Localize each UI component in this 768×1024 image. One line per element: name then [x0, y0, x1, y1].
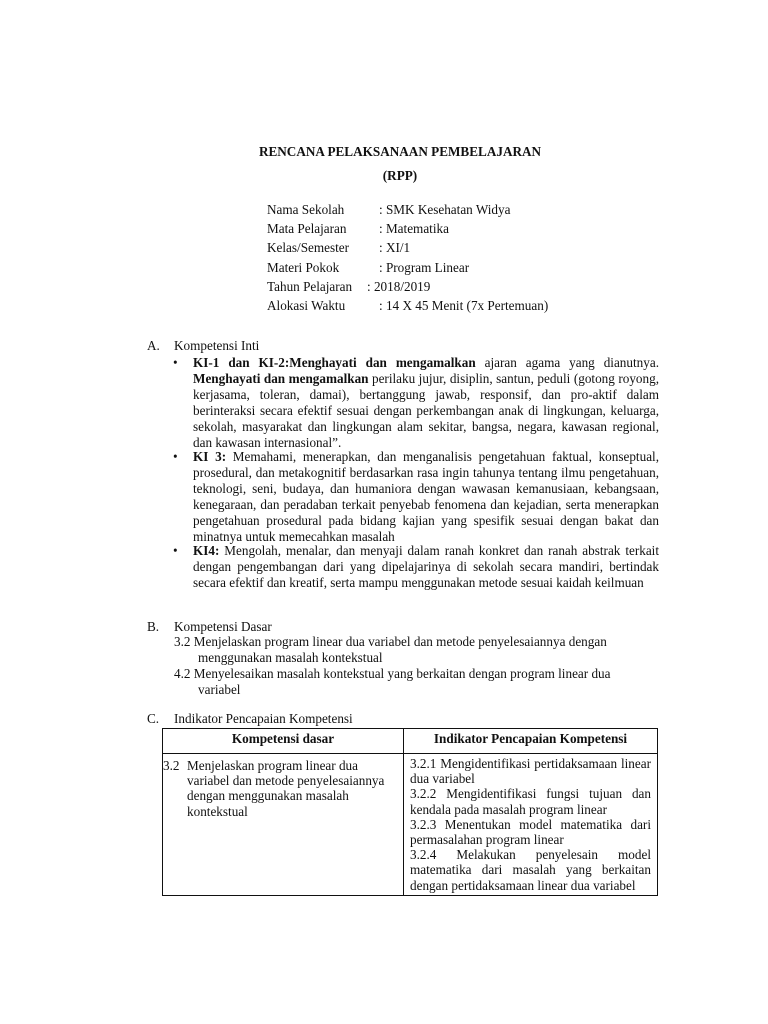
indicator-item: 3.2.4 Melakukan penyelesain model matematika dari masalah yang berkaitan dengan pertidaksamaan linear dua variabel	[410, 847, 651, 893]
table-header-kd: Kompetensi dasar	[163, 729, 404, 754]
ki-label: KI4:	[193, 543, 220, 558]
kd-cell	[163, 754, 404, 896]
kd-number: 3.2	[163, 758, 180, 773]
identity-row-class	[267, 238, 647, 258]
identity-value: : XI/1	[379, 240, 411, 255]
ki-item-3	[173, 449, 660, 545]
ki-item-1	[173, 355, 659, 451]
kd-line-2: variabel	[198, 682, 241, 697]
identity-value: : SMK Kesehatan Widya	[379, 202, 511, 217]
identity-row-time	[267, 296, 647, 316]
ki-text: ajaran agama yang dianutnya.	[475, 355, 659, 370]
ki-item-4	[173, 543, 659, 591]
section-b-heading	[147, 619, 272, 635]
table-row	[163, 754, 658, 896]
section-letter: C.	[147, 711, 160, 726]
identity-label: Tahun Pelajaran	[267, 279, 353, 294]
document-subtitle: (RPP)	[382, 168, 418, 183]
kd-line-1: 4.2 Menyelesaikan masalah kontekstual yang berkaitan dengan program linear dua	[174, 666, 611, 681]
identity-row-school	[267, 200, 647, 220]
identity-label: Nama Sekolah	[267, 202, 345, 217]
identity-label: Mata Pelajaran	[267, 221, 347, 236]
identity-label: Alokasi Waktu	[267, 298, 346, 313]
ki-label: KI 3:	[193, 449, 227, 464]
kd-cell-content	[163, 758, 397, 819]
ki-label-2: Menghayati dan mengamalkan	[193, 371, 369, 386]
kd-line-1: 3.2 Menjelaskan program linear dua variabel dan metode penyelesaiannya dengan	[174, 634, 607, 649]
identity-label: Kelas/Semester	[267, 240, 350, 255]
document-title: RENCANA PELAKSANAAN PEMBELAJARAN	[258, 144, 542, 159]
ki-text-2: perilaku jujur, disiplin, santun, peduli (gotong royong, kerjasama, toleran, damai), bertanggung jawab, responsif, dan pro-aktif dalam berinteraksi secara efektif sesuai dengan perkembangan anak di lingkungan, keluarga, sekolah, masyarakat dan lingkungan alam sekitar, bangsa, negara, kawasan regional, dan kawasan internasional”.	[193, 371, 659, 450]
bullet-icon: •	[173, 543, 178, 558]
identity-row-topic	[267, 258, 647, 278]
kd-item-3-2	[174, 634, 659, 666]
section-letter: B.	[147, 619, 160, 634]
kd-text: Menjelaskan program linear dua variabel dan metode penyelesaiannya dengan menggunakan masalah kontekstual	[187, 758, 385, 819]
section-title: Kompetensi Inti	[174, 338, 260, 353]
section-title: Indikator Pencapaian Kompetensi	[174, 711, 353, 726]
identity-value: : 2018/2019	[367, 279, 431, 294]
section-c-heading	[147, 711, 353, 727]
section-letter: A.	[147, 338, 160, 353]
indicator-item: 3.2.1 Mengidentifikasi pertidaksamaan linear dua variabel	[410, 756, 651, 787]
bullet-icon: •	[173, 355, 178, 370]
ki-text: Memahami, menerapkan, dan menganalisis pengetahuan faktual, konseptual, prosedural, dan metakognitif berdasarkan rasa ingin tahunya tentang ilmu pengetahuan, teknologi, seni, budaya, dan humaniora dengan wawasan kemanusiaan, kebangsaan, kenegaraan, dan peradaban terkait penyebab fenomena dan kejadian, serta menerapkan pengetahuan prosedural pada bidang kajian yang spesifik sesuai dengan bakat dan minatnya untuk memecahkan masalah	[193, 449, 660, 544]
table-header-row	[163, 729, 658, 754]
kd-line-2: menggunakan masalah kontekstual	[198, 650, 383, 665]
indicator-cell	[404, 754, 658, 896]
section-a-heading	[147, 338, 259, 354]
bullet-icon: •	[173, 449, 178, 464]
ki-label: KI-1 dan KI-2:Menghayati dan mengamalkan	[193, 355, 476, 370]
identity-value: : 14 X 45 Menit (7x Pertemuan)	[379, 298, 549, 313]
ki-text: Mengolah, menalar, dan menyaji dalam ranah konkret dan ranah abstrak terkait dengan pengembangan dari yang dipelajarinya di sekolah secara mandiri, bertindak secara efektif dan kreatif, serta mampu menggunakan metode sesuai kaidah keilmuan	[193, 543, 659, 590]
section-title: Kompetensi Dasar	[174, 619, 272, 634]
table-header-indicator: Indikator Pencapaian Kompetensi	[404, 729, 658, 754]
identity-label: Materi Pokok	[267, 260, 340, 275]
indicator-item: 3.2.2 Mengidentifikasi fungsi tujuan dan kendala pada masalah program linear	[410, 786, 651, 817]
identity-value: : Program Linear	[379, 260, 470, 275]
identity-row-subject	[267, 219, 647, 239]
indicator-table	[162, 728, 658, 896]
identity-row-year	[267, 277, 647, 297]
identity-value: : Matematika	[379, 221, 449, 236]
indicator-item: 3.2.3 Menentukan model matematika dari permasalahan program linear	[410, 816, 651, 848]
kd-item-4-2	[174, 666, 659, 698]
